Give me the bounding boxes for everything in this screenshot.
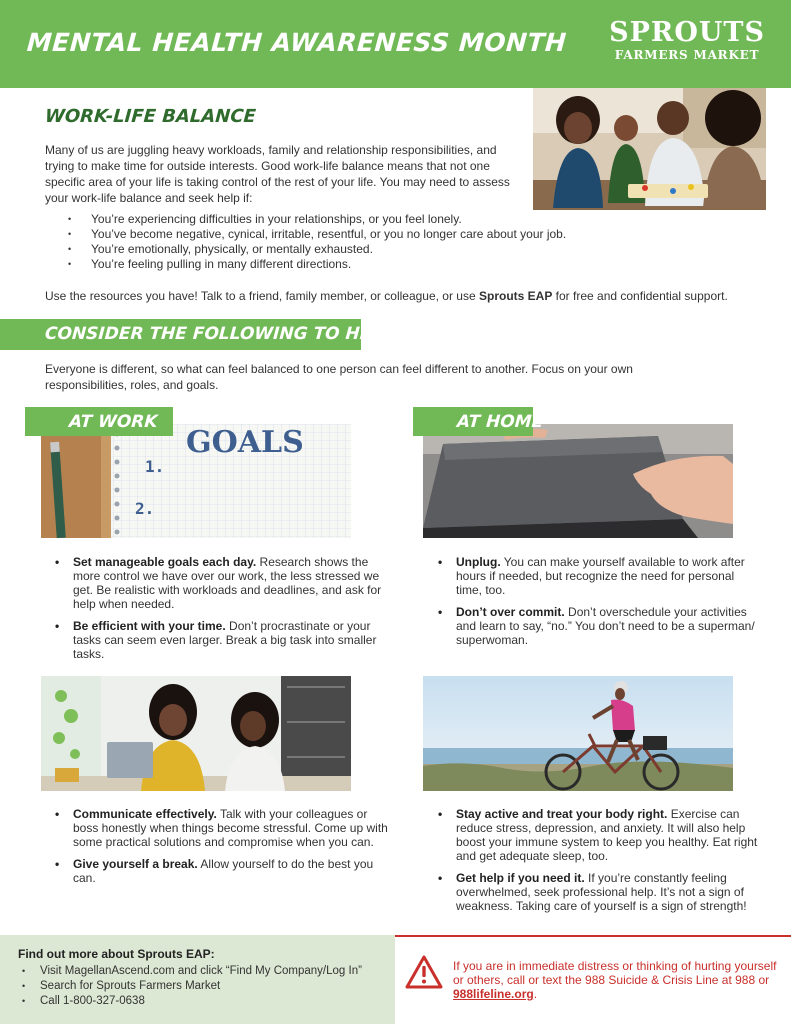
list-item: • You’re feeling pulling in many different directions. xyxy=(68,257,566,272)
tip-title: Communicate effectively. xyxy=(73,807,217,821)
goal-number: 1. xyxy=(145,457,165,476)
eap-info-heading: Find out more about Sprouts EAP: xyxy=(18,947,215,961)
family-photo xyxy=(533,88,766,210)
tip-text: Exercise can reduce stress, depression, and anxiety. It will also help boost your immune system to keep you healthy. Eat right and get adequate sleep, too. xyxy=(456,807,758,863)
tip-title: Be efficient with your time. xyxy=(73,619,226,633)
tip-title: Stay active and treat your body right. xyxy=(456,807,668,821)
tip-text: Talk with your colleagues or boss honestly when things become stressful. Come up with some practical solutions and compromise when you can. xyxy=(73,807,388,849)
at-work-banner xyxy=(25,407,173,436)
page-title: MENTAL HEALTH AWARENESS MONTH xyxy=(25,28,568,57)
list-item: • You’re experiencing difficulties in your relationships, or you feel lonely. xyxy=(68,212,566,227)
list-item xyxy=(55,619,390,661)
consider-heading: CONSIDER THE FOLLOWING TO HELP xyxy=(44,324,396,344)
closing-laptop-photo xyxy=(423,424,733,538)
warning-signs-list xyxy=(68,212,566,272)
header-bar xyxy=(0,0,791,88)
goals-text: GOALS xyxy=(186,425,304,460)
at-work-tips-top xyxy=(55,555,390,669)
list-item: • You’ve become negative, cynical, irritable, resentful, or you no longer care about your job. xyxy=(68,227,566,242)
resources-text xyxy=(45,288,728,304)
consider-text: Everyone is different, so what can feel balanced to one person can feel different to another. Focus on your own responsibilities, roles, and goals. xyxy=(45,362,633,392)
colleagues-photo xyxy=(41,676,351,791)
list-item xyxy=(55,555,390,611)
list-item: • You’re emotionally, physically, or mentally exhausted. xyxy=(68,242,566,257)
goal-number: 2. xyxy=(135,499,155,518)
list-item xyxy=(438,605,763,647)
list-item: • Visit MagellanAscend.com and click “Find My Company/Log In” xyxy=(22,964,362,979)
crisis-panel xyxy=(395,935,791,1024)
at-home-tips-top xyxy=(438,555,763,655)
at-home-tips-bottom xyxy=(438,807,763,921)
list-item xyxy=(55,807,390,849)
tip-text: If you’re constantly feeling overwhelmed, seek professional help. It’s not a sign of weakness. Taking care of yourself is a sign of strength! xyxy=(456,871,747,913)
resources-text-start: Use the resources you have! Talk to a friend, family member, or colleague, or use xyxy=(45,289,479,303)
tip-text: Allow yourself to do the best you can. xyxy=(73,857,374,885)
tip-text: Don’t procrastinate or your tasks can seem even larger. Break a big task into smaller tasks. xyxy=(73,619,377,661)
list-item xyxy=(55,857,390,885)
crisis-period: . xyxy=(533,987,538,1001)
sprouts-logo xyxy=(609,18,765,62)
list-item: • Search for Sprouts Farmers Market xyxy=(22,979,362,994)
crisis-message: If you are in immediate distress or thinking of hurting yourself or others, call or text the 988 Suicide & Crisis Line at 988 or xyxy=(453,959,777,987)
list-item xyxy=(438,871,763,913)
tip-text: Don’t overschedule your activities and learn to say, “no.” You don’t need to be a superman/ superwoman. xyxy=(456,605,755,647)
brand-name: SPROUTS xyxy=(609,17,765,48)
work-life-intro: Many of us are juggling heavy workloads, family and relationship responsibilities, and trying to make time for outside interests. Good work-life balance means that not one specific area of your life is taking control of the rest of your life. You may need to assess your work-life balance and seek help if: xyxy=(45,143,510,205)
consider-banner xyxy=(0,319,396,350)
eap-info-panel xyxy=(0,935,395,1024)
warning-triangle-icon xyxy=(405,955,443,989)
lifeline-link[interactable]: 988lifeline.org xyxy=(453,987,534,1001)
eap-info-list xyxy=(22,964,362,1009)
list-item xyxy=(438,555,763,597)
resources-text-end: for free and confidential support. xyxy=(552,289,728,303)
at-work-tips-bottom xyxy=(55,807,390,893)
tip-text: Research shows the more control we have over our work, the less stressed we get. Be realistic with workloads and deadlines, and ask for help when needed. xyxy=(73,555,382,611)
brand-subtitle: FARMERS MARKET xyxy=(614,48,760,62)
cyclist-photo xyxy=(423,676,733,791)
at-home-banner xyxy=(413,407,544,436)
at-home-heading: AT HOME xyxy=(456,412,544,432)
work-life-heading: WORK-LIFE BALANCE xyxy=(44,106,257,127)
list-item: • Call 1-800-327-0638 xyxy=(22,994,362,1009)
tip-title: Get help if you need it. xyxy=(456,871,585,885)
crisis-text xyxy=(453,959,783,1001)
tip-text: You can make yourself available to work after hours if needed, but recognize the need for personal time, too. xyxy=(456,555,745,597)
at-work-heading: AT WORK xyxy=(68,412,159,432)
tip-title: Don’t over commit. xyxy=(456,605,565,619)
goals-notebook-photo xyxy=(41,424,351,538)
sprouts-eap-label: Sprouts EAP xyxy=(479,289,553,303)
list-item xyxy=(438,807,763,863)
tip-title: Unplug. xyxy=(456,555,501,569)
tip-title: Set manageable goals each day. xyxy=(73,555,257,569)
tip-title: Give yourself a break. xyxy=(73,857,198,871)
